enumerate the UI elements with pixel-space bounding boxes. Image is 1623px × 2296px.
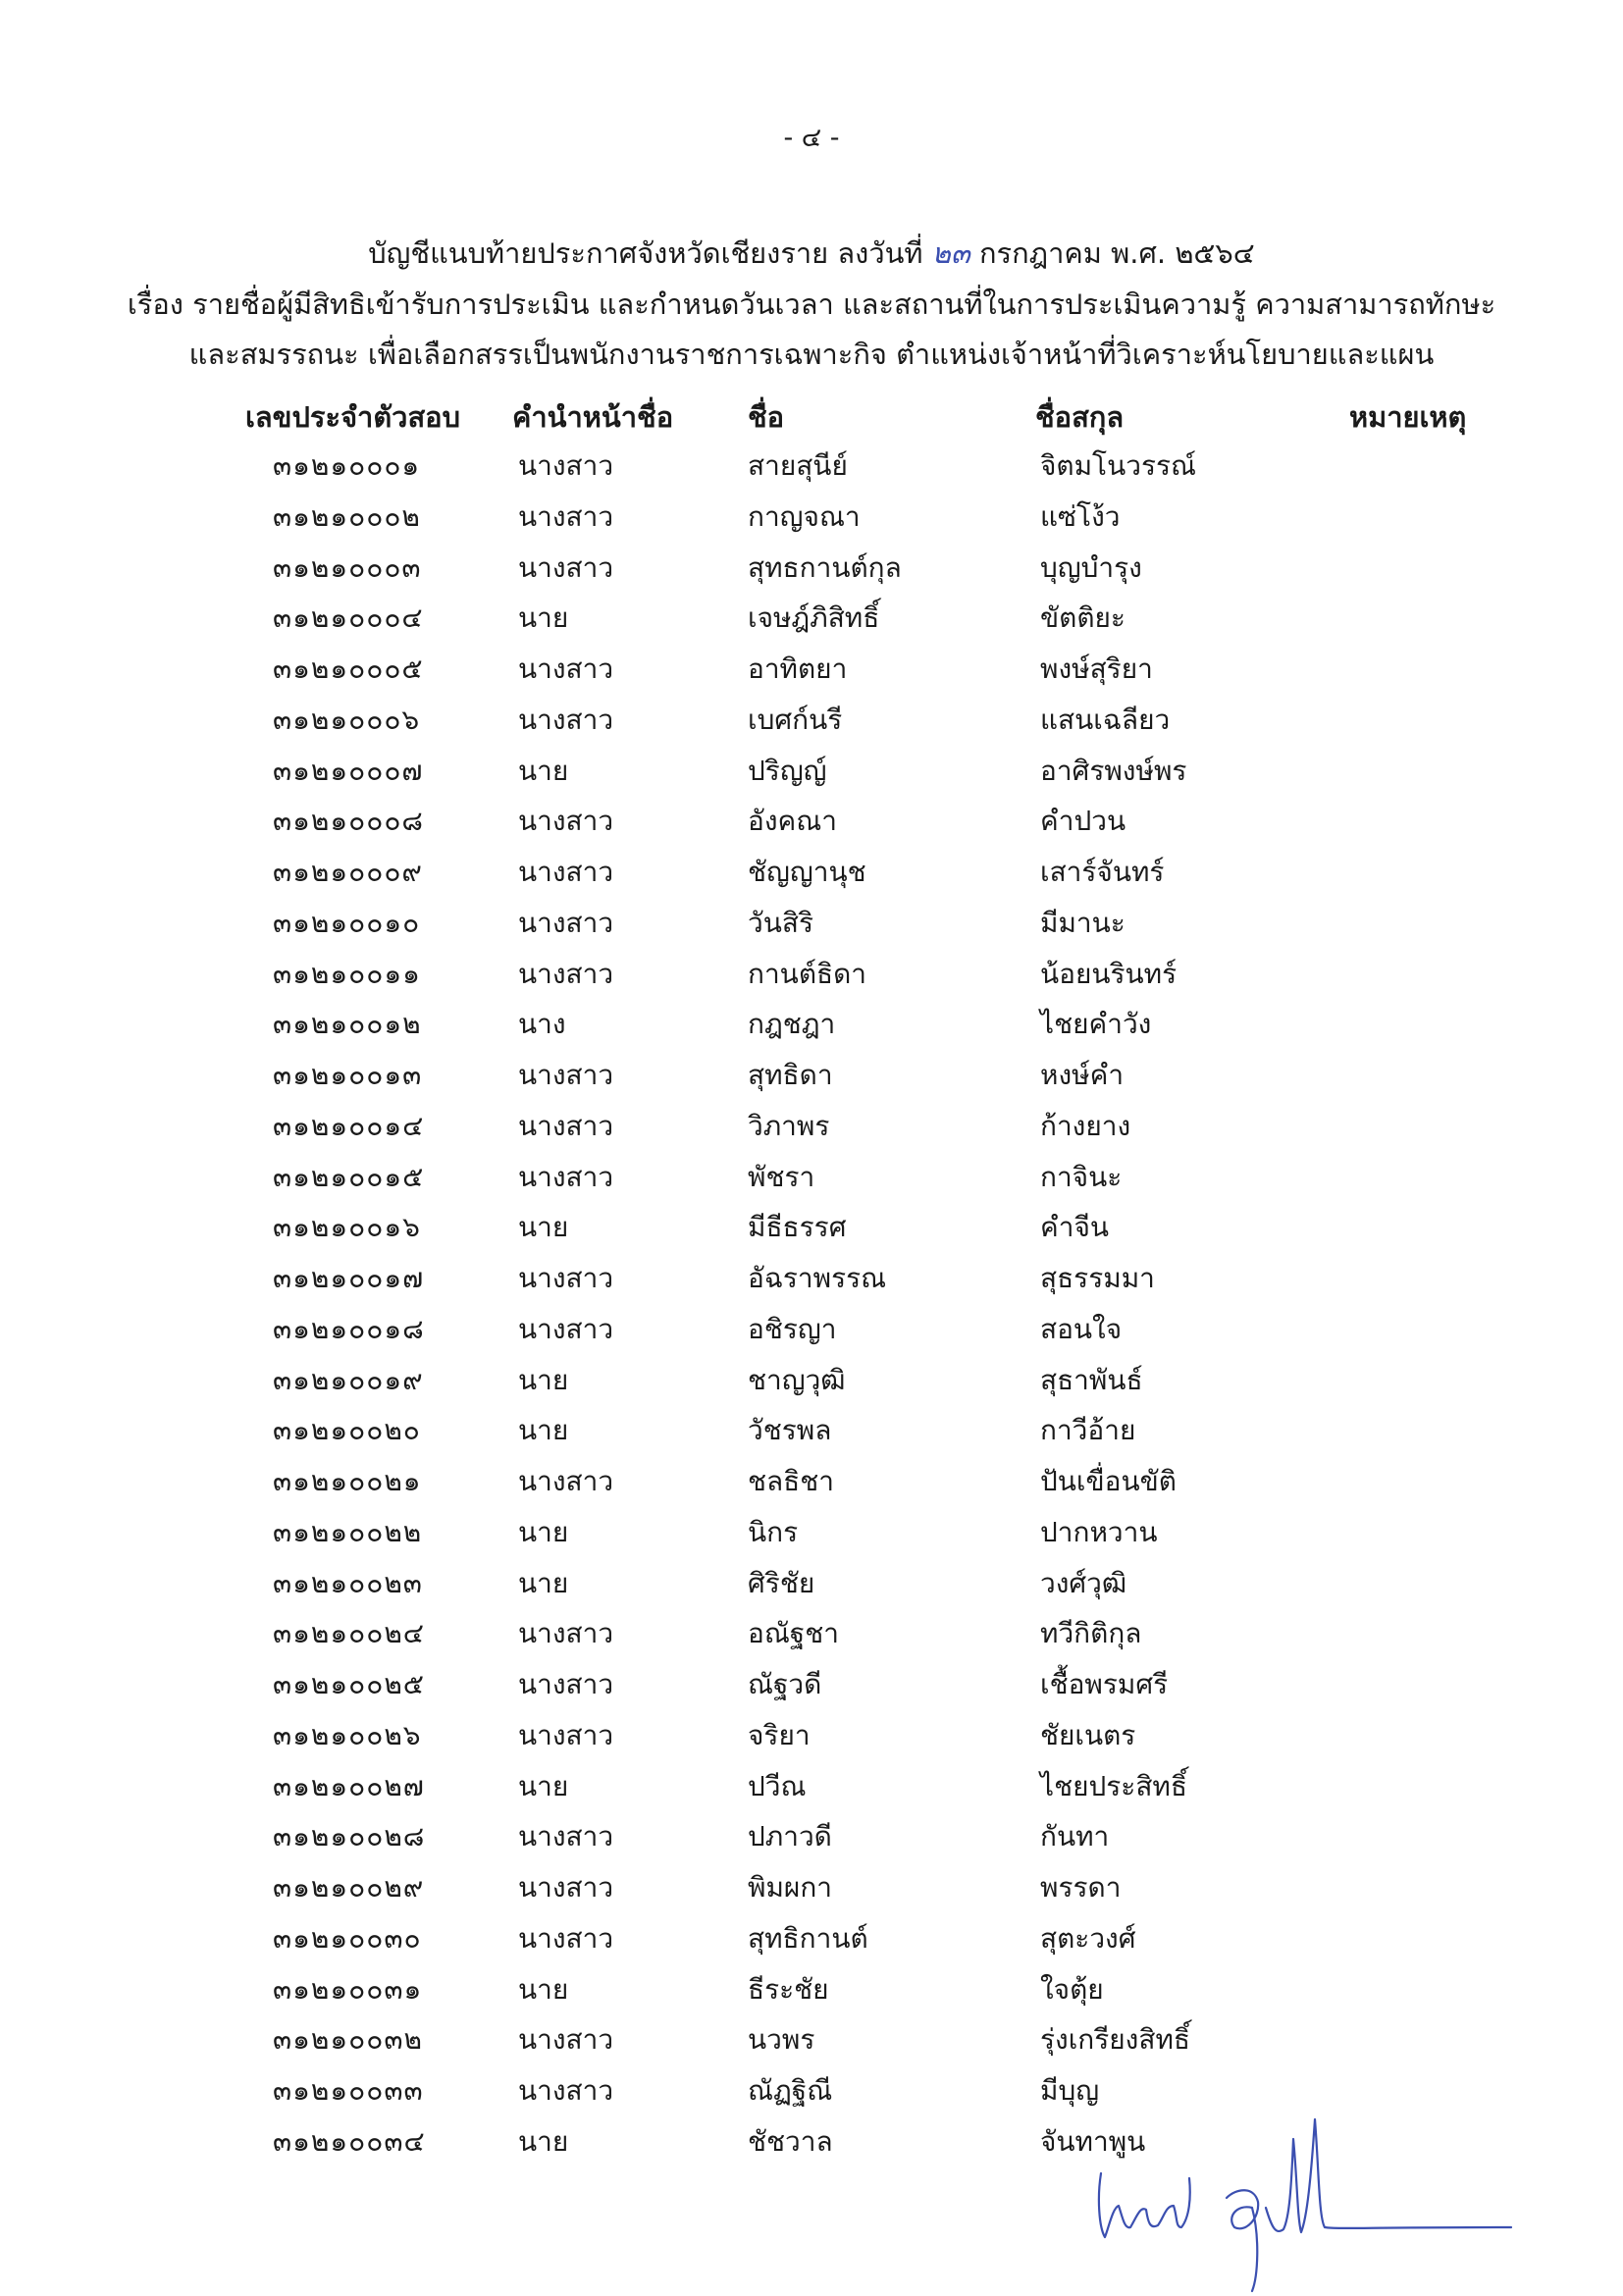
first-name-cell: ศิริชัย (748, 1566, 815, 1599)
exam-id-cell: ๓๑๒๑๐๐๓๐ (273, 1921, 422, 1955)
first-name-cell: วิภาพร (748, 1109, 830, 1142)
first-name-cell: กานต์ธิดา (748, 957, 866, 990)
first-name-cell: นวพร (748, 2023, 815, 2057)
prefix-cell: นาย (518, 1211, 569, 1244)
last-name-cell: วงศ์วุฒิ (1040, 1566, 1127, 1599)
table-row (0, 1255, 1623, 1306)
last-name-cell: มีมานะ (1040, 906, 1126, 939)
first-name-cell: ธีระชัย (748, 1972, 829, 2006)
first-name-cell: อณัฐชา (748, 1617, 839, 1650)
last-name-cell: สอนใจ (1040, 1312, 1123, 1345)
table-row (0, 798, 1623, 849)
first-name-cell: สุทธกานต์กุล (748, 550, 902, 584)
first-name-cell: ณัฏฐิณี (748, 2074, 833, 2107)
first-name-cell: นิกร (748, 1515, 799, 1548)
exam-id-cell: ๓๑๒๑๐๐๒๗ (273, 1769, 425, 1802)
header-title-line (0, 231, 1623, 276)
exam-id-cell: ๓๑๒๑๐๐๒๓ (273, 1566, 423, 1599)
exam-id-cell: ๓๑๒๑๐๐๑๑ (273, 957, 421, 990)
exam-id-cell: ๓๑๒๑๐๐๒๙ (273, 1871, 425, 1904)
exam-id-cell: ๓๑๒๑๐๐๒๕ (273, 1668, 425, 1700)
table-row (0, 849, 1623, 900)
last-name-cell: อาศิรพงษ์พร (1040, 754, 1187, 787)
prefix-cell: นางสาว (518, 1871, 614, 1904)
last-name-cell: ปันเขื่อนขัติ (1040, 1465, 1177, 1497)
last-name-cell: พงษ์สุริยา (1040, 652, 1153, 685)
exam-id-cell: ๓๑๒๑๐๐๒๖ (273, 1718, 422, 1751)
table-row (0, 697, 1623, 748)
exam-id-cell: ๓๑๒๑๐๐๑๖ (273, 1211, 421, 1244)
table-row (0, 1509, 1623, 1560)
first-name-cell: ปวีณ (748, 1769, 807, 1802)
last-name-cell: สุธาพันธ์ (1040, 1363, 1143, 1396)
table-row (0, 595, 1623, 646)
exam-id-cell: ๓๑๒๑๐๐๑๔ (273, 1109, 425, 1142)
prefix-cell: นาย (518, 1769, 569, 1802)
prefix-cell: นางสาว (518, 652, 614, 685)
last-name-cell: จิตมโนวรรณ์ (1040, 449, 1197, 482)
prefix-cell: นาย (518, 2124, 569, 2158)
table-row (0, 1763, 1623, 1814)
table-row (0, 443, 1623, 494)
exam-id-cell: ๓๑๒๑๐๐๐๓ (273, 550, 422, 584)
table-row (0, 2016, 1623, 2067)
table-row (0, 748, 1623, 799)
first-name-cell: ชาญวุฒิ (748, 1363, 846, 1396)
exam-id-cell: ๓๑๒๑๐๐๑๙ (273, 1363, 424, 1396)
exam-id-cell: ๓๑๒๑๐๐๓๓ (273, 2074, 424, 2107)
last-name-cell: เชื้อพรมศรี (1040, 1668, 1169, 1700)
first-name-cell: ปริญญ์ (748, 754, 827, 787)
header-title-prefix: บัญชีแนบท้ายประกาศจังหวัดเชียงราย ลงวันที่ (368, 236, 932, 270)
last-name-cell: ไชยประสิทธิ์ (1040, 1769, 1187, 1802)
last-name-cell: ทวีกิติกุล (1040, 1617, 1142, 1650)
table-row (0, 900, 1623, 951)
handwritten-signature (1079, 2080, 1541, 2296)
first-name-cell: สุทธิดา (748, 1059, 833, 1091)
prefix-cell: นาย (518, 1363, 569, 1396)
exam-id-cell: ๓๑๒๑๐๐๐๒ (273, 499, 421, 533)
prefix-cell: นางสาว (518, 499, 614, 533)
exam-id-cell: ๓๑๒๑๐๐๒๑ (273, 1465, 422, 1497)
prefix-cell: นางสาว (518, 703, 614, 736)
last-name-cell: ขัตติยะ (1040, 601, 1126, 635)
prefix-cell: นาย (518, 1515, 569, 1548)
last-name-cell: ก้างยาง (1040, 1109, 1131, 1142)
prefix-cell: นางสาว (518, 550, 614, 584)
first-name-cell: เบศก์นรี (748, 703, 843, 736)
last-name-cell: ปากหวาน (1040, 1515, 1158, 1548)
last-name-cell: พรรดา (1040, 1871, 1122, 1904)
first-name-cell: สุทธิกานต์ (748, 1921, 868, 1955)
exam-id-cell: ๓๑๒๑๐๐๑๒ (273, 1008, 422, 1041)
exam-id-cell: ๓๑๒๑๐๐๒๘ (273, 1820, 426, 1853)
header-title-suffix: กรกฎาคม พ.ศ. ๒๕๖๔ (969, 236, 1255, 270)
first-name-cell: อชิรญา (748, 1312, 837, 1345)
prefix-cell: นาย (518, 754, 569, 787)
header-subject-line: เรื่อง รายชื่อผู้มีสิทธิเข้ารับการประเมิน และกำหนดวันเวลา และสถานที่ในการประเมินความรู้ ความสามารถทักษะ (127, 287, 1496, 321)
table-row (0, 494, 1623, 545)
last-name-cell: กันทา (1040, 1820, 1110, 1853)
column-header-prefix: คำนำหน้าชื่อ (512, 400, 674, 434)
prefix-cell: นางสาว (518, 906, 614, 939)
exam-id-cell: ๓๑๒๑๐๐๒๐ (273, 1414, 421, 1447)
first-name-cell: วันสิริ (748, 906, 813, 939)
last-name-cell: ใจตุ้ย (1040, 1972, 1104, 2006)
exam-id-cell: ๓๑๒๑๐๐๑๕ (273, 1160, 425, 1193)
header-subject-continuation: และสมรรถนะ เพื่อเลือกสรรเป็นพนักงานราชการเฉพาะกิจ ตำแหน่งเจ้าหน้าที่วิเคราะห์นโยบายและแผน (188, 338, 1435, 371)
last-name-cell: กาวีอ้าย (1040, 1414, 1136, 1447)
last-name-cell: สุตะวงศ์ (1040, 1921, 1136, 1955)
last-name-cell: บุญบำรุง (1040, 550, 1142, 584)
table-row (0, 951, 1623, 1002)
column-header-last-name: ชื่อสกุล (1035, 400, 1125, 434)
prefix-cell: นางสาว (518, 1820, 614, 1853)
prefix-cell: นางสาว (518, 1059, 614, 1091)
table-row (0, 1407, 1623, 1458)
exam-id-cell: ๓๑๒๑๐๐๓๑ (273, 1972, 423, 2006)
last-name-cell: ไชยคำวัง (1040, 1008, 1152, 1041)
first-name-cell: ณัฐวดี (748, 1668, 822, 1700)
table-row (0, 1864, 1623, 1915)
prefix-cell: นางสาว (518, 2074, 614, 2107)
prefix-cell: นางสาว (518, 1160, 614, 1193)
exam-id-cell: ๓๑๒๑๐๐๐๗ (273, 754, 424, 787)
exam-id-cell: ๓๑๒๑๐๐๓๔ (273, 2124, 426, 2158)
table-row (0, 1306, 1623, 1357)
table-row (0, 1154, 1623, 1205)
first-name-cell: กาญจณา (748, 499, 861, 533)
first-name-cell: ปภาวดี (748, 1820, 832, 1853)
first-name-cell: ชัชวาล (748, 2124, 833, 2158)
table-row (0, 1661, 1623, 1712)
last-name-cell: เสาร์จันทร์ (1040, 856, 1165, 888)
column-header-first-name: ชื่อ (748, 400, 785, 434)
table-row (0, 1103, 1623, 1154)
prefix-cell: นางสาว (518, 1465, 614, 1497)
prefix-cell: นางสาว (518, 856, 614, 888)
last-name-cell: แซ่โง้ว (1040, 499, 1121, 533)
candidate-list (0, 443, 1623, 2169)
last-name-cell: จันทาพูน (1040, 2124, 1146, 2158)
handwritten-day: ๒๓ (931, 236, 970, 270)
table-row (0, 1357, 1623, 1408)
prefix-cell: นาย (518, 1972, 569, 2006)
prefix-cell: นางสาว (518, 449, 614, 482)
exam-id-cell: ๓๑๒๑๐๐๑๐ (273, 906, 421, 939)
table-row (0, 1712, 1623, 1763)
prefix-cell: นางสาว (518, 1718, 614, 1751)
prefix-cell: นางสาว (518, 1668, 614, 1700)
first-name-cell: วัชรพล (748, 1414, 832, 1447)
exam-id-cell: ๓๑๒๑๐๐๒๔ (273, 1617, 425, 1650)
prefix-cell: นางสาว (518, 2023, 614, 2057)
first-name-cell: จริยา (748, 1718, 811, 1751)
first-name-cell: ชลธิชา (748, 1465, 834, 1497)
first-name-cell: อาทิตยา (748, 652, 848, 685)
last-name-cell: แสนเฉลียว (1040, 703, 1171, 736)
exam-id-cell: ๓๑๒๑๐๐๒๒ (273, 1515, 423, 1548)
table-row (0, 1001, 1623, 1052)
column-header-exam-id: เลขประจำตัวสอบ (245, 400, 460, 434)
last-name-cell: น้อยนรินทร์ (1040, 957, 1178, 990)
last-name-cell: กาจินะ (1040, 1160, 1123, 1193)
first-name-cell: พิมผกา (748, 1871, 832, 1904)
table-row (0, 1560, 1623, 1611)
prefix-cell: นาง (518, 1008, 566, 1041)
exam-id-cell: ๓๑๒๑๐๐๐๔ (273, 601, 424, 635)
exam-id-cell: ๓๑๒๑๐๐๐๕ (273, 652, 424, 685)
prefix-cell: นางสาว (518, 1617, 614, 1650)
first-name-cell: กฎชฎา (748, 1008, 836, 1041)
exam-id-cell: ๓๑๒๑๐๐๐๘ (273, 805, 425, 838)
exam-id-cell: ๓๑๒๑๐๐๓๒ (273, 2023, 423, 2057)
last-name-cell: ชัยเนตร (1040, 1718, 1136, 1751)
first-name-cell: พัชรา (748, 1160, 815, 1193)
exam-id-cell: ๓๑๒๑๐๐๑๘ (273, 1312, 425, 1345)
last-name-cell: คำปวน (1040, 805, 1126, 838)
table-row (0, 1204, 1623, 1255)
table-row (0, 1915, 1623, 1966)
prefix-cell: นาย (518, 1566, 569, 1599)
exam-id-cell: ๓๑๒๑๐๐๐๖ (273, 703, 421, 736)
table-row (0, 646, 1623, 697)
prefix-cell: นางสาว (518, 957, 614, 990)
last-name-cell: มีบุญ (1040, 2074, 1100, 2107)
prefix-cell: นาย (518, 601, 569, 635)
page-number: - ๔ - (783, 123, 840, 153)
prefix-cell: นาย (518, 1414, 569, 1447)
prefix-cell: นางสาว (518, 1109, 614, 1142)
first-name-cell: มีธีธรรศ (748, 1211, 847, 1244)
prefix-cell: นางสาว (518, 1312, 614, 1345)
table-row (0, 1813, 1623, 1864)
table-row (0, 1052, 1623, 1103)
first-name-cell: อัฉราพรรณ (748, 1262, 887, 1294)
exam-id-cell: ๓๑๒๑๐๐๐๑ (273, 449, 421, 482)
column-header-note: หมายเหตุ (1349, 400, 1467, 434)
table-row (0, 1966, 1623, 2017)
table-row (0, 1610, 1623, 1661)
exam-id-cell: ๓๑๒๑๐๐๐๙ (273, 856, 423, 888)
last-name-cell: สุธรรมมา (1040, 1262, 1155, 1294)
last-name-cell: หงษ์คำ (1040, 1059, 1125, 1091)
exam-id-cell: ๓๑๒๑๐๐๑๓ (273, 1059, 423, 1091)
first-name-cell: สายสุนีย์ (748, 449, 848, 482)
first-name-cell: เจษฎ์ภิสิทธิ์ (748, 601, 880, 635)
first-name-cell: อังคณา (748, 805, 837, 838)
last-name-cell: คำจีน (1040, 1211, 1109, 1244)
first-name-cell: ชัญญานุช (748, 856, 866, 888)
exam-id-cell: ๓๑๒๑๐๐๑๗ (273, 1262, 425, 1294)
table-row (0, 1458, 1623, 1509)
prefix-cell: นางสาว (518, 1921, 614, 1955)
last-name-cell: รุ่งเกรียงสิทธิ์ (1040, 2023, 1190, 2057)
table-row (0, 545, 1623, 596)
prefix-cell: นางสาว (518, 1262, 614, 1294)
prefix-cell: นางสาว (518, 805, 614, 838)
